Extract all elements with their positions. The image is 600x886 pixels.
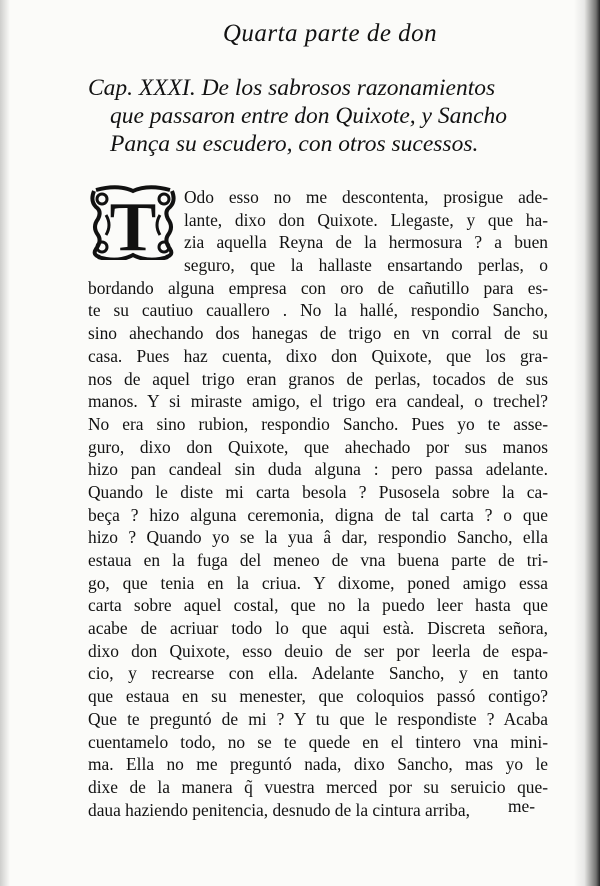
text-line: guro, dixo don Quixote, que ahechado por sus manos xyxy=(88,436,548,457)
text-line: dixo don Quixote, esso deuio de ser por leerla de espa- xyxy=(88,640,548,661)
text-line: que estaua en su menester, que coloquios passó contigo? xyxy=(88,686,548,707)
text-line: Odo esso no me descontenta, prosigue ade- xyxy=(184,187,548,207)
text-line: bordando alguna empresa con oro de cañutillo para es- xyxy=(88,277,548,298)
text-line: zia aquella Reyna de la hermosura ? a buen xyxy=(184,232,548,253)
drop-cap-letter: T xyxy=(109,189,157,260)
chapter-heading-line: que passaron entre don Quixote, y Sancho xyxy=(110,103,508,129)
text-line: manos. Y si miraste amigo, el trigo era candeal, o trechel? xyxy=(88,391,548,412)
text-line: seguro, que la hallaste ensartando perlas, o xyxy=(184,255,548,276)
text-line: daua haziendo penitencia, desnudo de la cintura arriba, xyxy=(88,799,470,820)
text-line: nos de aquel trigo eran granos de perlas, tocados de sus xyxy=(88,368,548,389)
text-line: cio, y recrearse con ella. Adelante Sancho, y en tanto xyxy=(88,663,548,684)
text-line: casa. Pues haz cuenta, dixo don Quixote, que los gra- xyxy=(88,345,548,366)
text-line: estaua en la fuga del meneo de vna buena parte de tri- xyxy=(88,550,548,570)
running-head-text: Quarta parte de don xyxy=(222,20,438,47)
page-edge-shadow xyxy=(574,0,600,886)
text-line: sino ahechando dos hanegas de trigo en vn corral de su xyxy=(88,323,548,344)
text-line: acabe de acriuar todo lo que aqui està. Discreta señora, xyxy=(88,618,548,639)
text-line: beça ? hizo alguna ceremonia, digna de tal carta ? o que xyxy=(88,504,548,525)
text-line: go, que tenia en la criua. Y dixome, poned amigo essa xyxy=(88,572,548,593)
text-line: ma. Ella no me preguntó nada, dixo Sancho, mas yo le xyxy=(88,754,548,775)
text-line: hizo pan candeal sin duda alguna : pero passa adelante. xyxy=(88,459,548,480)
chapter-heading-line: Pança su escudero, con otros sucessos. xyxy=(110,131,479,157)
text-line: No era sino rubion, respondio Sancho. Pues yo te asse- xyxy=(88,413,548,434)
text-line: carta sobre aquel costal, que no la puedo leer hasta que xyxy=(88,595,548,616)
body-text xyxy=(88,186,548,821)
text-line: cuentamelo todo, no se te quede en el tintero vna mini- xyxy=(88,731,548,752)
text-line: dixe de la manera q̃ vuestra merced por su seruicio que- xyxy=(88,776,548,797)
running-head xyxy=(0,20,600,48)
text-line: te su cautiuo cauallero . No la hallé, respondio Sancho, xyxy=(88,300,548,321)
text-line: Quando le diste mi carta besola ? Pusosela sobre la ca- xyxy=(88,481,548,502)
chapter-heading xyxy=(88,74,558,158)
chapter-heading-line: Cap. XXXI. De los sabrosos razonamientos xyxy=(88,75,496,101)
text-line: Que te preguntó de mi ? Y tu que le respondiste ? Acaba xyxy=(88,708,548,729)
text-line: lante, dixo don Quixote. Llegaste, y que ha- xyxy=(184,209,548,230)
catchword: me- xyxy=(508,796,536,816)
text-line: hizo ? Quando yo se la yua â dar, respondio Sancho, ella xyxy=(88,527,548,548)
page-left-shadow xyxy=(0,0,10,886)
